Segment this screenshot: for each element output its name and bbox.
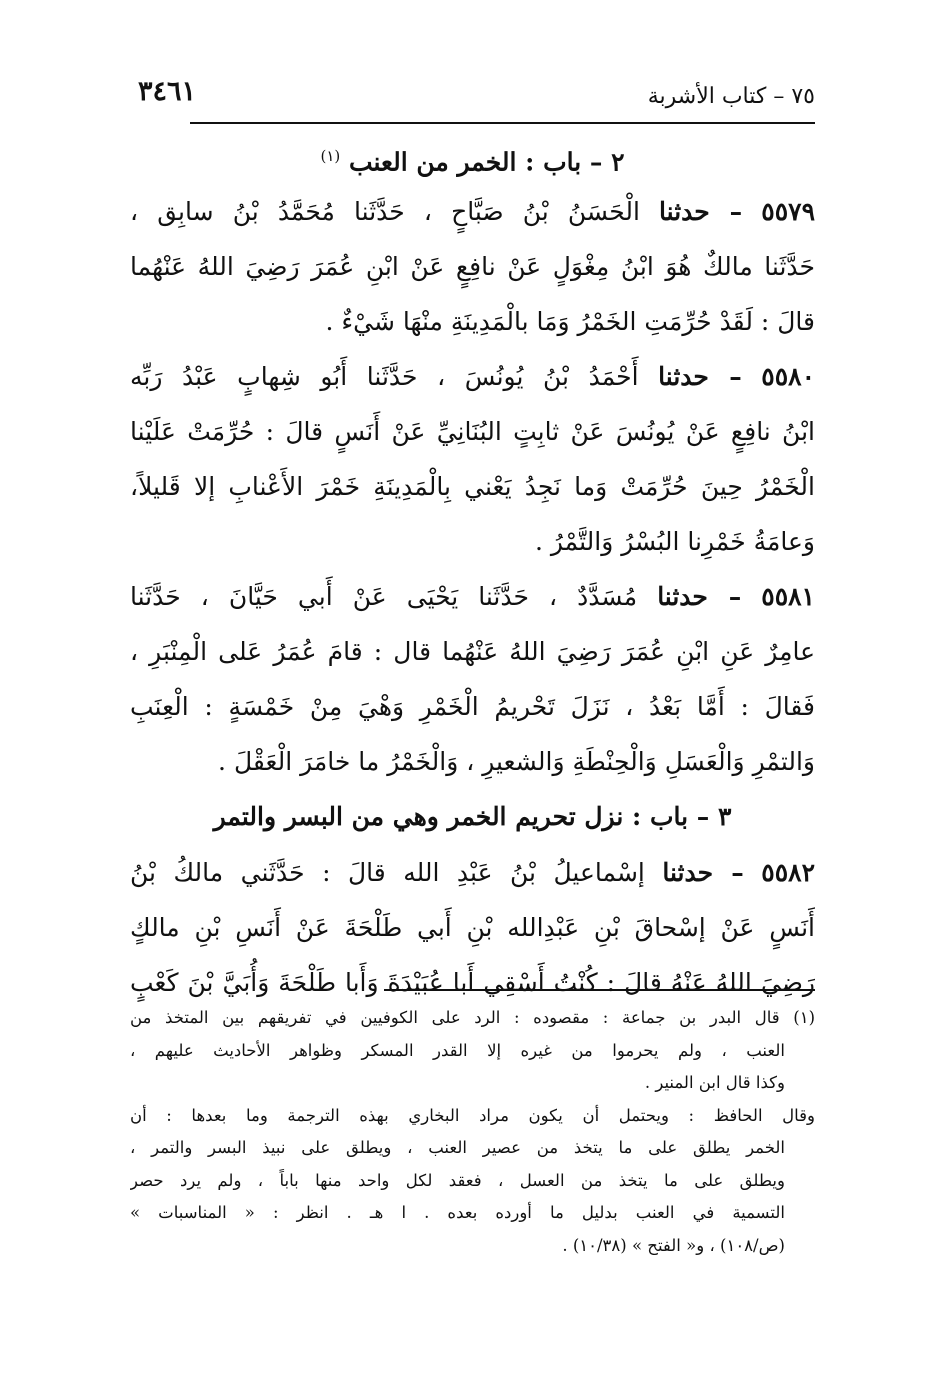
section-heading-text: ٣ – باب : نزل تحريم الخمر وهي من البسر والتمر xyxy=(213,802,732,831)
chapter-title: ٧٥ – كتاب الأشربة xyxy=(647,84,815,109)
section-heading-text: ٢ – باب : الخمر من العنب xyxy=(348,147,625,177)
footnote-line: العنب ، ولم يحرموا من غيره إلا القدر المسكر وظواهر الأحاديث عليهم ، xyxy=(130,1040,785,1060)
footnote-line: (ص/١٠٨) ، و« الفتح » (١٠/٣٨) . xyxy=(562,1235,785,1255)
main-text xyxy=(130,128,815,1010)
footnote-line: وقال الحافظ : ويحتمل أن يكون مراد البخاري بهذه الترجمة وما بعدها : أن xyxy=(130,1105,815,1125)
hadith-5581 xyxy=(130,569,815,624)
text-line: حَدَّثَنا مالكٌ هُوَ ابْنُ مِغْوَلٍ عَنْ نافِعٍ عَنْ ابْنِ عُمَرَ رَضِيَ اللهُ عَنْهُما xyxy=(130,252,815,281)
hadith-text: إسْماعيلُ بْنُ عَبْدِ الله قالَ : حَدَّثَني مالكُ بْنُ xyxy=(130,858,645,887)
running-header xyxy=(130,72,815,120)
section-heading-2 xyxy=(130,128,815,184)
section-heading-3 xyxy=(130,789,815,845)
hadith-text: أَحْمَدُ بْنُ يُونُسَ ، حَدَّثَنا أَبُو شِهابٍ عَبْدُ رَبِّه xyxy=(130,362,639,391)
text-line: وَالتمْرِ وَالْعَسَلِ وَالْحِنْطَةِ وَالشعيرِ ، وَالْخَمْرُ ما خامَرَ الْعَقْلَ . xyxy=(218,747,815,776)
text-line: عامِرٌ عَنِ ابْنِ عُمَرَ رَضِيَ اللهُ عَنْهُما قال : قامَ عُمَرُ عَلى الْمِنْبَرِ ، xyxy=(130,637,815,666)
hadith-lead: – حدثنا xyxy=(659,197,743,226)
hadith-number: ٥٥٨٢ xyxy=(761,858,815,887)
page-number: ٣٤٦١ xyxy=(138,76,197,107)
hadith-5582 xyxy=(130,845,815,900)
header-divider xyxy=(190,122,815,124)
text-line: قالَ : لَقَدْ حُرِّمَتِ الخَمْرُ وَمَا بالْمَدِينَةِ منْهَا شَيْءٌ . xyxy=(325,307,815,336)
footnote-line: الخمر يطلق على ما يتخذ من عصير العنب ، ويطلق على نبيذ البسر والتمر ، xyxy=(130,1138,785,1157)
hadith-lead: – حدثنا xyxy=(662,858,744,887)
hadith-text: الْحَسَنُ بْنُ صَبَّاحٍ ، حَدَّثَنا مُحَمَّدُ بْنُ سابِق ، xyxy=(130,197,640,226)
footnote-line: (١) قال البدر بن جماعة : مقصوده : الرد على الكوفيين في تفريقهم بين المتخذ من xyxy=(130,1008,815,1027)
hadith-5579 xyxy=(130,184,815,239)
hadith-number: ٥٥٧٩ xyxy=(761,197,815,226)
footnote-line: التسمية في العنب بدليل ما أورده بعده . ا هـ . انظر : « المناسبات » xyxy=(130,1203,785,1222)
hadith-lead: – حدثنا xyxy=(657,582,742,611)
hadith-lead: – حدثنا xyxy=(658,362,742,391)
text-line: فَقالَ : أَمَّا بَعْدُ ، نَزَلَ تَحْريمُ الْخَمْرِ وَهْيَ مِنْ خَمْسَةٍ : الْعِنَبِ xyxy=(130,692,815,721)
text-line: وَعامَةُ خَمْرِنا البُسْرُ وَالتَّمْرُ . xyxy=(534,527,815,556)
text-line: الْخَمْرُ حِينَ حُرِّمَتْ وَما نَجِدُ يَعْني بِالْمَدِينَةِ خَمْرَ الأَعْنابِ إلا قَليلاً، xyxy=(130,472,815,501)
text-line: أَنَسٍ عَنْ إسْحاقَ بْنِ عَبْدِالله بْنِ أَبي طَلْحَةَ عَنْ أَنَسِ بْنِ مالكٍ xyxy=(130,913,815,942)
footnote-line: ويطلق على ما يتخذ من العسل ، فعقد لكل واحد منها باباً ، ولم يرد حصر xyxy=(130,1170,785,1190)
hadith-number: ٥٥٨٠ xyxy=(761,362,815,391)
footnote-reference: (١) xyxy=(320,147,341,165)
footnotes xyxy=(130,1002,815,1262)
hadith-5580 xyxy=(130,349,815,404)
hadith-number: ٥٥٨١ xyxy=(761,582,815,611)
text-line: رَضِيَ اللهُ عَنْهُ قالَ : كُنْتُ أَسْقِي أَبا عُبَيْدَةَ وَأَبا طَلْحَةَ وَأُبَيَّ بْنَ كَعْبٍ xyxy=(130,968,815,997)
text-line: ابْنُ نافِعٍ عَنْ يُونُسَ عَنْ ثابِتٍ البُنَانِيِّ عَنْ أَنَسٍ قالَ : حُرِّمَتْ عَلَيْنا xyxy=(130,417,815,446)
hadith-text: مُسَدَّدٌ ، حَدَّثَنا يَحْيَى عَنْ أَبي حَيَّانَ ، حَدَّثَنا xyxy=(130,582,638,611)
footnote-divider xyxy=(384,989,815,991)
footnote-line: وكذا قال ابن المنير . xyxy=(644,1073,785,1092)
